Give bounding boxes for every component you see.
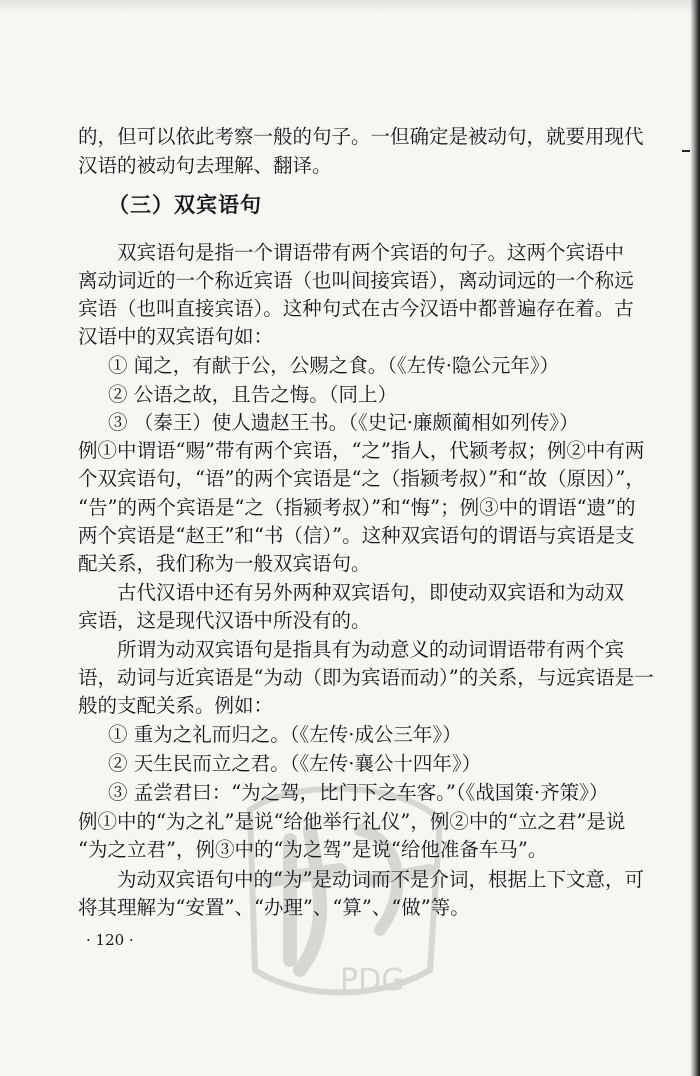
text-line: 语，动词与近宾语是“为动（即为宾语而动）”的关系，与远宾语是一	[78, 666, 654, 689]
text-line: 宾语，这是现代汉语中所没有的。	[78, 609, 371, 632]
text-line: 配关系，我们称为一般双宾语句。	[78, 552, 371, 575]
text-line: 两个宾语是“赵王”和“书（信）”。这种双宾语句的谓语与宾语是支	[78, 524, 635, 547]
text-line: 双宾语句是指一个谓语带有两个宾语的句子。这两个宾语中	[78, 241, 625, 264]
text-line: 为动双宾语句中的“为”是动词而不是介词，根据上下文意，可	[78, 868, 644, 891]
watermark-seal-icon	[230, 770, 460, 1010]
text-line: 般的支配关系。例如：	[78, 694, 274, 717]
text-line: 古代汉语中还有另外两种双宾语句，即使动双宾语和为动双	[78, 581, 625, 604]
text-line: 离动词近的一个称近宾语（也叫间接宾语），离动词远的一个称远	[78, 269, 634, 292]
text-line: “告”的两个宾语是“之（指颍考叔）”和“悔”；例③中的谓语“遗”的	[78, 496, 636, 519]
page-edge-mark	[682, 150, 690, 152]
example-line: ① 闻之，有献于公，公赐之食。（《左传·隐公元年》）	[108, 354, 560, 377]
page-number: · 120 ·	[86, 931, 134, 949]
text-line: 的，但可以依此考察一般的句子。一但确定是被动句，就要用现代	[78, 125, 644, 148]
text-line: 例①中谓语“赐”带有两个宾语，“之”指人，代颍考叔；例②中有两	[78, 439, 645, 462]
example-line: ① 重为之礼而归之。（《左传·成公三年》）	[108, 723, 462, 746]
scan-top-shadow	[0, 0, 700, 14]
watermark-stamp	[230, 770, 460, 1010]
text-line: 汉语的被动句去理解、翻译。	[78, 154, 332, 177]
section-heading: （三）双宾语句	[108, 193, 262, 217]
text-line: 将其理解为“安置”、“办理”、“算”、“做”等。	[78, 896, 470, 919]
example-line: ② 天生民而立之君。（《左传·襄公十四年》）	[108, 752, 482, 775]
text-line: 例①中的“为之礼”是说“给他举行礼仪”，例②中的“立之君”是说	[78, 810, 626, 833]
text-line: 个双宾语句，“语”的两个宾语是“之（指颍考叔）”和“故（原因）”，	[78, 467, 645, 490]
text-line: 所谓为动双宾语句是指具有为动意义的动词谓语带有两个宾	[78, 638, 625, 661]
text-line: 宾语（也叫直接宾语）。这种句式在古今汉语中都普遍存在着。古	[78, 297, 634, 320]
example-line: ③ 孟尝君曰：“为之驾，比门下之车客。”（《战国策·齐策》）	[108, 781, 609, 804]
page-edge-shadow	[690, 0, 700, 1076]
example-line: ③ （秦王）使人遗赵王书。（《史记·廉颇蔺相如列传》）	[108, 411, 579, 434]
watermark-text: PDG	[340, 963, 405, 998]
text-line: “为之立君”，例③中的“为之驾”是说“给他准备车马”。	[78, 838, 548, 861]
text-line: 汉语中的双宾语句如：	[78, 325, 274, 348]
example-line: ② 公语之故，且告之悔。（同上）	[108, 383, 397, 406]
